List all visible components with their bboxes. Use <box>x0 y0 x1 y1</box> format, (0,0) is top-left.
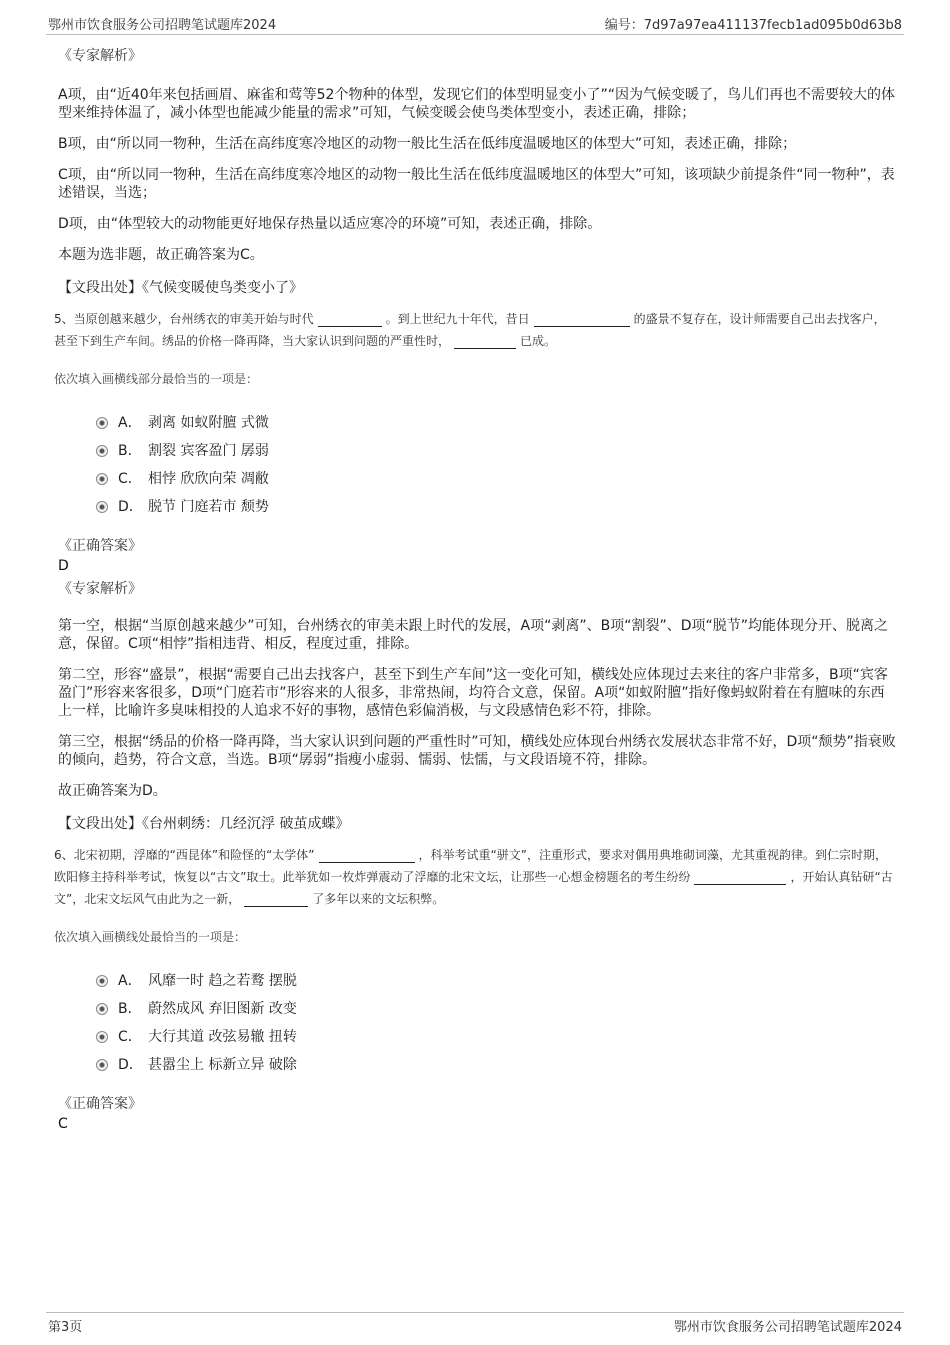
analysis-paragraph: D项，由“体型较大的动物能更好地保存热量以适应寒冷的环境”可知，表述正确，排除。 <box>58 216 602 232</box>
option-a[interactable]: A． 风靡一时 趋之若鹜 摆脱 <box>96 967 896 995</box>
option-a[interactable]: A． 剥离 如蚁附膻 式微 <box>96 409 896 437</box>
analysis-paragraph: 第三空，根据“绣品的价格一降再降，当大家认识到问题的严重性时”可知，横线处应体现台州绣衣发展状态非常不好，D项“颓势”指衰败的倾向，趋势，符合文意，当选。B项“孱弱”指瘦小虚弱、懦弱、怯懦，与文段语境不符，排除。 <box>58 734 896 768</box>
fill-blank <box>319 849 415 863</box>
option-d[interactable]: D． 脱节 门庭若市 颓势 <box>96 493 896 521</box>
question-5-stem: 5、当原创越来越少，台州绣衣的审美开始与时代 。到上世纪九十年代，昔日 的盛景不复存在，设计师需要自己出去找客户，甚至下到生产车间。绣品的价格一降再降，当大家认识到问题的严重性时， 已成。 <box>54 312 886 348</box>
fill-blank <box>244 893 308 907</box>
radio-button[interactable] <box>96 473 108 485</box>
analysis-paragraph: 故正确答案为D。 <box>58 783 167 799</box>
header-doc-id: 编号：7d97a97ea411137fecb1ad095b0d63b8 <box>604 18 902 33</box>
analysis-label: 《专家解析》 <box>58 48 142 64</box>
analysis-paragraph: C项，由“所以同一物种，生活在高纬度寒冷地区的动物一般比生活在低纬度温暖地区的体型大”可知，该项缺少前提条件“同一物种”，表述错误，当选； <box>58 167 895 201</box>
correct-answer-label: 《正确答案》 <box>58 538 142 554</box>
radio-button[interactable] <box>96 501 108 513</box>
analysis-paragraph: A项，由“近40年来包括画眉、麻雀和莺等52个物种的体型，发现它们的体型明显变小了”“因为气候变暖了，鸟儿们再也不需要较大的体型来维持体温了，减小体型也能减少能量的需求”可知，气候变暖会使鸟类体型变小，表述正确，排除； <box>58 87 895 121</box>
radio-button[interactable] <box>96 417 108 429</box>
question-instruction: 依次填入画横线部分最恰当的一项是： <box>54 372 259 386</box>
analysis-paragraph: 第一空，根据“当原创越来越少”可知，台州绣衣的审美未跟上时代的发展，A项“剥离”、B项“割裂”、D项“脱节”均能体现分开、脱离之意，保留。C项“相悖”指相违背、相反，程度过重，排除。 <box>58 618 888 652</box>
options-list <box>96 409 896 521</box>
fill-blank <box>694 871 786 885</box>
analysis-paragraph: 本题为选非题，故正确答案为C。 <box>58 247 264 263</box>
fill-blank <box>318 313 382 327</box>
page-footer <box>46 1312 904 1337</box>
passage-source: 【文段出处】《气候变暖使鸟类变小了》 <box>58 280 303 296</box>
footer-title: 鄂州市饮食服务公司招聘笔试题库2024 <box>673 1320 902 1335</box>
passage-source: 【文段出处】《台州刺绣：几经沉浮 破茧成蝶》 <box>58 816 350 832</box>
analysis-paragraph: B项，由“所以同一物种，生活在高纬度寒冷地区的动物一般比生活在低纬度温暖地区的体型大”可知，表述正确，排除； <box>58 136 797 152</box>
option-b[interactable]: B． 蔚然成风 弃旧图新 改变 <box>96 995 896 1023</box>
page-content <box>56 42 896 1137</box>
correct-answer-label: 《正确答案》 <box>58 1096 142 1112</box>
fill-blank <box>534 313 630 327</box>
fill-blank <box>454 335 516 349</box>
radio-button[interactable] <box>96 1031 108 1043</box>
option-c[interactable]: C． 相悖 欣欣向荣 凋敝 <box>96 465 896 493</box>
page-number: 第3页 <box>48 1320 83 1335</box>
option-c[interactable]: C． 大行其道 改弦易辙 扭转 <box>96 1023 896 1051</box>
correct-answer: D <box>58 558 69 574</box>
radio-button[interactable] <box>96 1003 108 1015</box>
option-d[interactable]: D． 甚嚣尘上 标新立异 破除 <box>96 1051 896 1079</box>
option-b[interactable]: B． 割裂 宾客盈门 孱弱 <box>96 437 896 465</box>
correct-answer: C <box>58 1116 68 1132</box>
header-title: 鄂州市饮食服务公司招聘笔试题库2024 <box>48 18 277 33</box>
radio-button[interactable] <box>96 445 108 457</box>
question-6-stem: 6、北宋初期，浮靡的“西昆体”和险怪的“太学体” ，科举考试重“骈文”，注重形式，要求对偶用典堆砌词藻，尤其重视韵律。到仁宗时期，欧阳修主持科举考试，恢复以“古文”取士。此举犹如一枚炸弹震动了浮靡的北宋文坛，让那些一心想金榜题名的考生纷纷 ，开始认真钻研“古文”，北宋文坛风气由此为之一新， 了多年以来的文坛积弊。 <box>54 848 893 906</box>
analysis-paragraph: 第二空，形容“盛景”，根据“需要自己出去找客户，甚至下到生产车间”这一变化可知，横线处应体现过去来往的客户非常多，B项“宾客盈门”形容来客很多，D项“门庭若市”形容来的人很多，非常热闹，均符合文意，保留。A项“如蚁附膻”指好像蚂蚁附着在有膻味的东西上一样，比喻许多臭味相投的人追求不好的事物，感情色彩偏消极，与文段感情色彩不符，排除。 <box>58 667 888 719</box>
analysis-label: 《专家解析》 <box>58 581 142 597</box>
radio-button[interactable] <box>96 975 108 987</box>
page-header <box>46 14 904 35</box>
options-list <box>96 967 896 1079</box>
question-instruction: 依次填入画横线处最恰当的一项是： <box>54 930 247 944</box>
radio-button[interactable] <box>96 1059 108 1071</box>
